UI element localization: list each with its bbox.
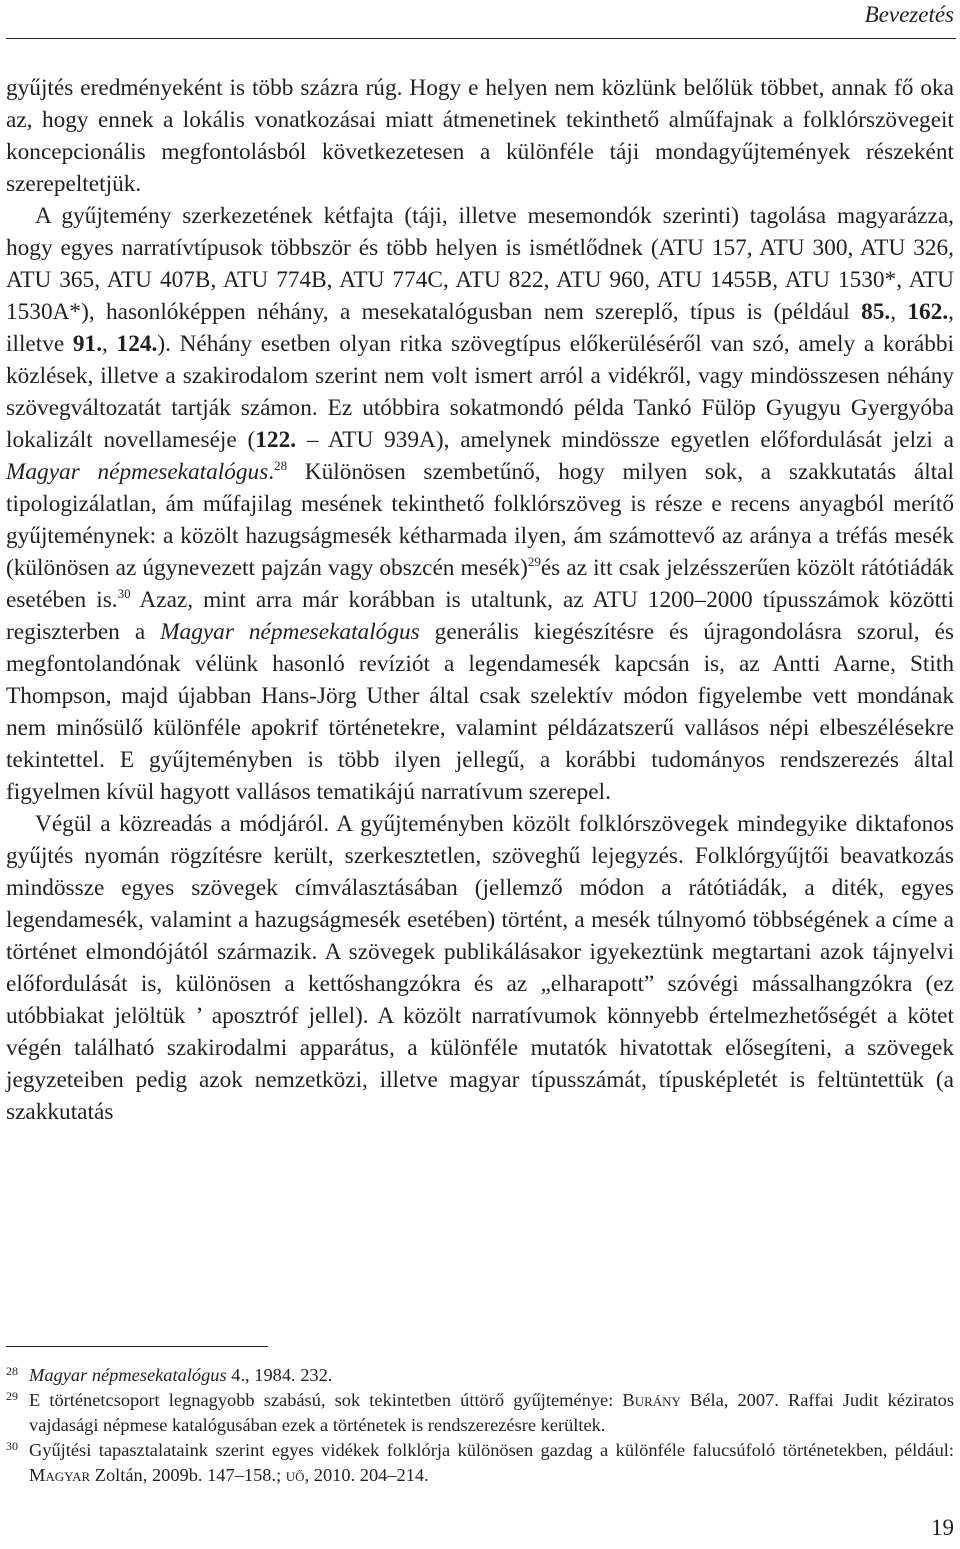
footnote-text: , 2010. 204–214. [304, 1465, 429, 1485]
text-run: generális kiegészítésre és újragondolásra szorul, és megfontolandónak vélünk hasonló revíziót a legendamesék kapcsán is, az Antti Aarne, Stith Thompson, majd újabban Hans-Jörg Uther által csak szelektív módon figyelembe vett mondának nem minősülő különféle apokrif történetekre, valamint példázatszerű vallásos népi elbeszélésekre tekintettel. E gyűjteményben is több ilyen jellegű, a korábbi tudományos rendszerezés által figyelmen kívül hagyott vallásos tematikájú narratívum szerepel. [6, 619, 954, 805]
text-italic-title: Magyar népmesekatalógus [6, 459, 269, 485]
footnote-marker-30: 30 [117, 586, 131, 602]
text-run: ). Néhány esetben olyan ritka szövegtípus előkerüléséről van szó, amely a korábbi közlések, illetve a szakirodalom szerint nem volt ismert arról a vidékről, vagy mindösszesen néhány szövegváltozatát tartják számon. Ez utóbbira sokatmondó példa Tankó Fülöp Gyugyu Gyergyóba lokalizált novellameséje ( [6, 331, 955, 453]
footnote-number: 30 [6, 1439, 18, 1453]
footnote-text: E történetcsoport legnagyobb szabású, sok tekintetben úttörő gyűjteménye: [29, 1390, 623, 1410]
text-run: A gyűjtemény szerkezetének kétfajta (táji, illetve mesemondók szerinti) tagolása magyarázza, hogy egyes narratívtípusok többször és több helyen is ismétlődnek (ATU 157, ATU 300, ATU 326, ATU 365, ATU 407B, ATU 774B, ATU 774C, ATU 822, ATU 960, ATU 1455B, ATU 1530*, ATU 1530A*), hasonlóképpen néhány, a mesekatalógusban nem szereplő, típus is (például [6, 203, 954, 325]
text-run: , illetve [6, 299, 954, 357]
text-run: , [890, 299, 908, 325]
footnote-number: 29 [6, 1389, 18, 1403]
header-rule [6, 38, 956, 39]
paragraph-continuation: gyűjtés eredményeként is több százra rúg. Hogy e helyen nem közlünk belőlük többet, annak fő oka az, hogy ennek a lokális vonatkozásai miatt átmenetinek tekinthető alműfajnak a folklórszövegeit koncepcionális megfontolásból következetesen a különféle táji mondagyűjtemények részeként szerepeltetjük. [6, 75, 954, 197]
footnote-text: Gyűjtési tapasztalataink szerint egyes vidékek folklórja különösen gazdag a különféle falucsúfoló történetekben, például: [29, 1440, 954, 1460]
paragraph-publication-method: Végül a közreadás a módjáról. A gyűjteményben közölt folklórszövegek mindegyike diktafonos gyűjtés nyomán rögzítésre került, szerkesztetlen, szöveghű lejegyzés. Folklórgyűjtői beavatkozás mindössze egyes szövegek címválasztásában (jellemző módon a rátótiádák, a diték, egyes legendamesék, valamint a hazugságmesék esetében) történt, a mesék túlnyomó többségének a címe a történet elmondójától származik. A szövegek publikálásakor igyekeztünk megtartani azok tájnyelvi előfordulását is, különösen a kettőshangzókra és az „elharapott” szóvégi mássalhangzókra (ez utóbbiakat jelöltük ’ aposztróf jellel). A közölt narratívumok könnyebb értelmezhetőségét a kötet végén található szakirodalmi apparátus, a különféle mutatók hivatottak elősegíteni, a szövegek jegyzeteiben pedig azok nemzetközi, illetve magyar típusszámát, típusképletét is feltüntettük (a szakkutatás [6, 811, 954, 1125]
footnote-text: Béla, 2007. Raffai Judit kéziratos vajdasági népmese katalógusában ezek a történetek is rendszerezésre kerültek. [29, 1390, 954, 1435]
footnote-28 [6, 1363, 954, 1388]
footnote-text: 4., 1984. 232. [226, 1365, 333, 1385]
text-ref-bold: 124. [116, 331, 158, 357]
footnote-author: uő [285, 1465, 305, 1485]
footnote-marker-28: 28 [274, 458, 288, 474]
text-ref-bold: 162. [907, 299, 949, 325]
text-run: – ATU 939A), amelynek mindössze egyetlen előfordulását jelzi a [296, 427, 954, 453]
text-run: Azaz, mint arra már korábban is utaltunk, az ATU 1200–2000 típusszámok közötti regiszterben a [6, 587, 954, 645]
text-ref-bold: 85. [861, 299, 891, 325]
text-run: és az itt csak jelzésszerűen közölt rátótiádák esetében is. [6, 555, 954, 613]
text-run: . [268, 459, 275, 485]
page-number: 19 [931, 1515, 954, 1540]
running-head: Bevezetés [864, 2, 954, 27]
footnote-30 [6, 1438, 954, 1488]
text-run: Különösen szembetűnő, hogy milyen sok, a szakkutatás által tipologizálatlan, ám műfajilag mesének tekinthető folklórszöveg is része e recens anyagból merítő gyűjteménynek: a közölt hazugságmesék kétharmada ilyen, ám számottevő az aránya a tréfás mesék (különösen az úgynevezett pajzán vagy obszcén mesék) [6, 459, 954, 581]
paragraph-collection-structure [6, 200, 954, 808]
footnote-29 [6, 1388, 954, 1438]
footnote-number: 28 [6, 1364, 18, 1378]
footnote-rule [6, 1346, 268, 1347]
footnotes [6, 1363, 954, 1488]
footnote-author: Magyar [29, 1465, 91, 1485]
body-text [6, 72, 954, 1128]
text-run: , [102, 331, 117, 357]
footnote-author: Burány [622, 1390, 681, 1410]
page-header [0, 0, 960, 40]
text-ref-bold: 122. [255, 427, 297, 453]
footnote-text: Zoltán, 2009b. 147–158.; [90, 1465, 286, 1485]
footnote-marker-29: 29 [527, 554, 541, 570]
text-ref-bold: 91. [72, 331, 103, 357]
text-italic-title: Magyar népmesekatalógus [160, 619, 420, 645]
footnote-italic: Magyar népmesekatalógus [29, 1365, 227, 1385]
